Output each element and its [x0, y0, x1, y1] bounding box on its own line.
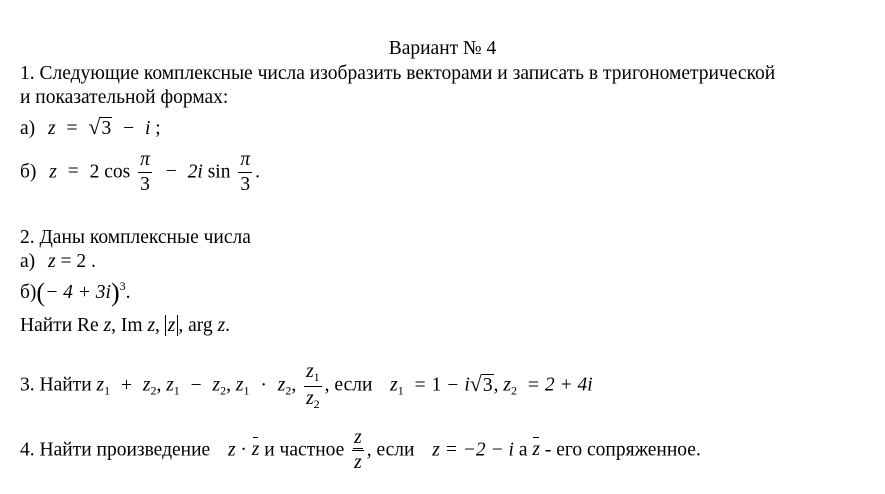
esli: , если — [324, 374, 373, 396]
fraction-z1-z2: $\frac{z_1}{z_2}$ — [306, 361, 320, 411]
fraction-pi-3: $\frac{\pi}{3}$ — [240, 149, 251, 196]
power: 3 — [119, 279, 126, 293]
abs-z: z — [165, 315, 179, 336]
two-cos: 2 cos — [89, 161, 131, 183]
task2-find — [20, 316, 230, 336]
task4-line — [20, 428, 701, 474]
var-z: z — [166, 374, 174, 396]
period: . — [255, 161, 261, 183]
open-paren: ( — [36, 278, 46, 307]
task1-item-a — [20, 116, 161, 139]
var-z: z — [217, 315, 226, 336]
var-i: i — [144, 118, 151, 139]
re-op: Re — [77, 315, 99, 336]
comma: , — [111, 315, 117, 336]
var-z: z — [147, 315, 156, 336]
minus-sign: − — [123, 118, 135, 139]
semicolon: ; — [155, 118, 161, 139]
sqrt-radicand: 3 — [101, 118, 112, 139]
z2-value: 2 + 4i — [544, 374, 593, 396]
tail-text: - его сопряженное. — [544, 439, 701, 461]
item-b-label: б) — [20, 282, 37, 303]
var-z-conjugate: z — [251, 439, 260, 461]
equals-sign: = — [66, 118, 78, 139]
esli: , если — [366, 439, 415, 461]
im-op: Im — [120, 315, 143, 336]
var-z: z — [212, 374, 221, 396]
and-quotient: и частное — [264, 439, 345, 461]
minus-sign: − — [165, 161, 177, 183]
b-inner: − 4 + 3i — [45, 282, 111, 303]
period: . — [125, 282, 131, 303]
fraction-z-zbar: $\frac{z}{z}$ — [354, 427, 362, 474]
comma: , — [155, 315, 160, 336]
sin: sin — [207, 161, 231, 183]
find-word: 3. Найти — [20, 374, 92, 396]
task2-item-a — [20, 252, 96, 272]
task1-line2: и показательной формах: — [20, 87, 229, 108]
var-z: z — [142, 374, 151, 396]
var-z: z — [48, 251, 56, 272]
var-z: z — [227, 439, 236, 461]
find-product: 4. Найти произведение — [20, 439, 211, 461]
task2-item-b — [20, 280, 131, 306]
close-paren: ) — [110, 278, 120, 307]
sqrt-expression: √3 — [88, 114, 112, 139]
var-z-conjugate: z — [532, 439, 540, 461]
arg-op: arg — [188, 315, 213, 336]
var-z: z — [390, 374, 398, 396]
var-z: z — [48, 118, 56, 139]
fraction-pi-3: $\frac{\pi}{3}$ — [140, 149, 150, 196]
dot-sign: · — [260, 374, 267, 396]
var-z: z — [277, 374, 286, 396]
comma: , — [178, 315, 184, 336]
var-z: z — [96, 374, 105, 396]
page-title: Вариант № 4 — [388, 38, 497, 59]
task3-line: 3. Найти $z_1 + z_2$, $z_1 - z_2$, $z_1 \cdot z_2$, $\frac{z_1}{z_2}$ , если $z_1 = 1 - i√3$, $z_2 = 2 + 4i$ — [20, 361, 593, 411]
dot-sign: · — [240, 439, 247, 461]
var-z: z — [432, 439, 440, 461]
task1-line1: 1. Следующие комплексные числа изобразить векторами и записать в тригонометрической — [20, 63, 776, 84]
task2-heading: 2. Даны комплексные числа — [20, 227, 251, 248]
period: . — [225, 315, 231, 336]
expr-rest: = 2 . — [60, 251, 96, 272]
equals-sign: = — [67, 161, 79, 183]
task1-item-b — [20, 150, 260, 196]
var-z: z — [49, 161, 57, 183]
var-z: z — [235, 374, 244, 396]
z-value: = −2 − i — [444, 439, 514, 461]
item-a-label: а) — [20, 118, 36, 139]
var-z: z — [503, 374, 511, 396]
var-z: z — [103, 315, 112, 336]
two-i: 2i — [187, 161, 203, 183]
word-a: а — [518, 439, 528, 461]
minus-sign: − — [190, 374, 202, 396]
item-a-label: а) — [20, 251, 36, 272]
item-b-label: б) — [20, 161, 37, 183]
plus-sign: + — [120, 374, 132, 396]
find-word: Найти — [20, 315, 73, 336]
